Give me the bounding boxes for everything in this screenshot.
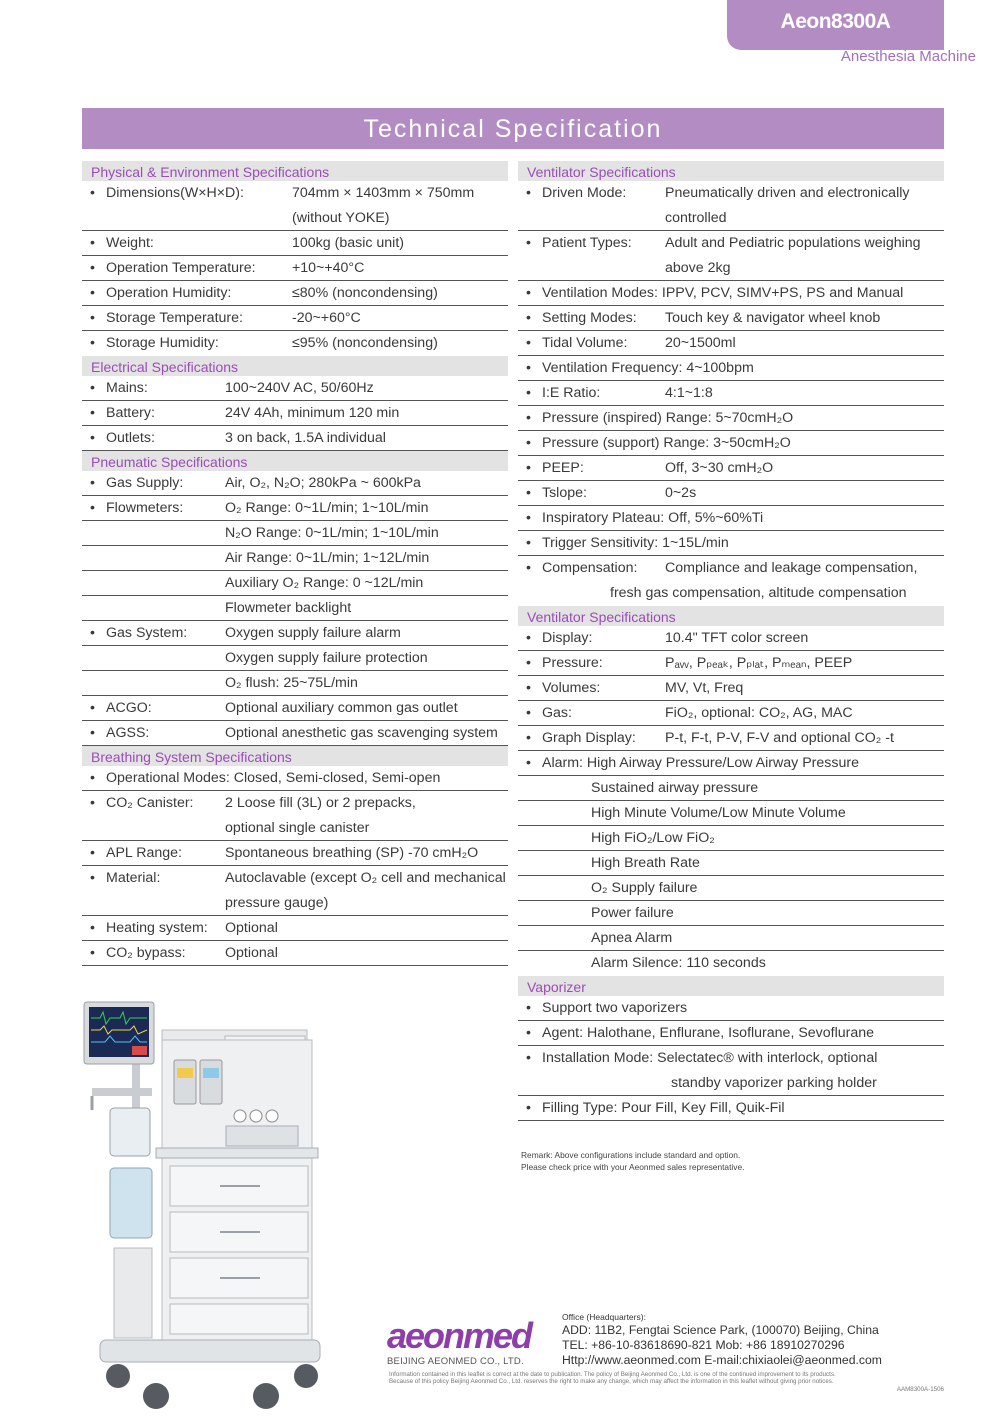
spec-label: ACGO: <box>106 700 152 716</box>
spec-value: -20~+60°C <box>292 310 361 326</box>
spec-value: optional single canister <box>225 820 370 836</box>
spec-section <box>82 746 508 966</box>
spec-value: O₂ Supply failure <box>591 880 698 896</box>
logo-wordmark: aeonmed <box>387 1315 532 1356</box>
spec-row <box>82 916 508 941</box>
spec-value: 10.4" TFT color screen <box>665 630 809 646</box>
remark <box>521 1149 744 1173</box>
spec-section <box>82 161 508 356</box>
spec-value: fresh gas compensation, altitude compensation <box>610 585 907 601</box>
spec-value: High Breath Rate <box>591 855 700 871</box>
spec-value: ≤80% (noncondensing) <box>292 285 438 301</box>
bullet: • <box>526 485 531 501</box>
spec-value: High FiO₂/Low FiO₂ <box>591 830 715 846</box>
spec-value: 704mm × 1403mm × 750mm <box>292 185 475 201</box>
spec-value: Optional <box>225 920 278 936</box>
contact-block <box>562 1312 882 1368</box>
spec-label: Pressure: <box>542 655 603 671</box>
spec-value: Optional auxiliary common gas outlet <box>225 700 458 716</box>
spec-value: Touch key & navigator wheel knob <box>665 310 881 326</box>
spec-row <box>518 556 944 581</box>
spec-value: Power failure <box>591 905 674 921</box>
spec-label: Compensation: <box>542 560 638 576</box>
spec-value: Auxiliary O₂ Range: 0 ~12L/min <box>225 575 424 591</box>
spec-label: Inspiratory Plateau: Off, 5%~60%Ti <box>542 510 764 526</box>
spec-row <box>518 356 944 381</box>
bullet: • <box>90 770 95 786</box>
spec-row <box>82 621 508 646</box>
section-heading: Ventilator Specifications <box>518 606 944 626</box>
spec-value: above 2kg <box>665 260 731 276</box>
spec-row <box>82 471 508 496</box>
spec-row <box>82 521 508 546</box>
section-heading: Breathing System Specifications <box>82 746 508 766</box>
spec-row <box>82 721 508 746</box>
company-name: BEIJING AEONMED CO., LTD. <box>387 1356 524 1367</box>
spec-row <box>518 181 944 206</box>
spec-value: Off, 3~30 cmH₂O <box>665 460 774 476</box>
spec-row <box>518 581 944 606</box>
remark-line: Remark: Above configurations include standard and option. <box>521 1150 741 1160</box>
disclaimer <box>389 1371 944 1393</box>
product-subtitle: Anesthesia Machine <box>840 48 976 65</box>
spec-value: O₂ flush: 25~75L/min <box>225 675 358 691</box>
spec-row <box>82 866 508 891</box>
spec-row <box>518 1071 944 1096</box>
spec-row <box>518 331 944 356</box>
spec-label: CO₂ Canister: <box>106 795 194 811</box>
page-title: Technical Specification <box>82 108 944 149</box>
spec-row <box>82 671 508 696</box>
spec-label: Dimensions(W×H×D): <box>106 185 244 201</box>
spec-value: 20~1500ml <box>665 335 736 351</box>
bullet: • <box>90 795 95 811</box>
spec-section <box>518 976 944 1121</box>
bullet: • <box>526 510 531 526</box>
spec-row <box>82 546 508 571</box>
spec-value: 2 Loose fill (3L) or 2 prepacks, <box>225 795 416 811</box>
bullet: • <box>90 235 95 251</box>
spec-value: 24V 4Ah, minimum 120 min <box>225 405 400 421</box>
spec-label: CO₂ bypass: <box>106 945 186 961</box>
address: ADD: 11B2, Fengtai Science Park, (100070) Beijing, China <box>562 1323 879 1337</box>
bullet: • <box>526 310 531 326</box>
spec-value: Optional <box>225 945 278 961</box>
spec-row <box>82 791 508 816</box>
bullet: • <box>526 460 531 476</box>
document-code: AAM8300A-1506 <box>896 1385 944 1393</box>
spec-row <box>518 876 944 901</box>
spec-label: Alarm: High Airway Pressure/Low Airway Pressure <box>542 755 859 771</box>
spec-row <box>518 431 944 456</box>
spec-row <box>518 701 944 726</box>
spec-row <box>518 826 944 851</box>
spec-value: 3 on back, 1.5A individual <box>225 430 386 446</box>
spec-label: Patient Types: <box>542 235 632 251</box>
spec-label: Support two vaporizers <box>542 1000 688 1016</box>
bullet: • <box>90 185 95 201</box>
spec-row <box>518 801 944 826</box>
spec-value: P-t, F-t, P-V, F-V and optional CO₂ -t <box>665 730 894 746</box>
spec-row <box>518 726 944 751</box>
bullet: • <box>526 560 531 576</box>
company-logo <box>387 1315 547 1367</box>
section-heading: Electrical Specifications <box>82 356 508 376</box>
spec-value: Sustained airway pressure <box>591 780 759 796</box>
bullet: • <box>526 535 531 551</box>
spec-label: Mains: <box>106 380 148 396</box>
spec-row <box>518 456 944 481</box>
bullet: • <box>90 475 95 491</box>
spec-row <box>82 426 508 451</box>
spec-label: Battery: <box>106 405 155 421</box>
spec-section <box>82 451 508 746</box>
spec-value: standby vaporizer parking holder <box>671 1075 877 1091</box>
spec-value: ≤95% (noncondensing) <box>292 335 438 351</box>
spec-row <box>82 571 508 596</box>
spec-value: 4:1~1:8 <box>665 385 713 401</box>
bullet: • <box>90 500 95 516</box>
bullet: • <box>90 725 95 741</box>
spec-value: Optional anesthetic gas scavenging system <box>225 725 498 741</box>
spec-value: Oxygen supply failure alarm <box>225 625 401 641</box>
bullet: • <box>526 630 531 646</box>
website-email: Http://www.aeonmed.com E-mail:chixiaolei@aeonmed.com <box>562 1353 882 1367</box>
section-heading: Physical & Environment Specifications <box>82 161 508 181</box>
bullet: • <box>90 870 95 886</box>
spec-label: Pressure (inspired) Range: 5~70cmH₂O <box>542 410 794 426</box>
spec-row <box>518 1046 944 1071</box>
left-spec-column <box>82 161 508 966</box>
spec-label: Operational Modes: Closed, Semi-closed, Semi-open <box>106 770 441 786</box>
spec-row <box>518 381 944 406</box>
bullet: • <box>526 655 531 671</box>
spec-row <box>518 256 944 281</box>
spec-section <box>518 606 944 976</box>
spec-value: Pₐᵥᵥ, Pₚₑₐₖ, Pₚₗₐₜ, Pₘₑₐₙ, PEEP <box>665 655 853 671</box>
spec-label: Volumes: <box>542 680 601 696</box>
spec-row <box>518 951 944 976</box>
spec-label: Outlets: <box>106 430 155 446</box>
spec-row <box>518 281 944 306</box>
spec-row <box>518 776 944 801</box>
spec-value: FiO₂, optional: CO₂, AG, MAC <box>665 705 853 721</box>
spec-row <box>518 481 944 506</box>
spec-label: Gas: <box>542 705 572 721</box>
spec-row <box>518 676 944 701</box>
bullet: • <box>526 185 531 201</box>
spec-row <box>82 181 508 206</box>
spec-label: Tslope: <box>542 485 587 501</box>
remark-line: Please check price with your Aeonmed sales representative. <box>521 1162 745 1172</box>
spec-label: AGSS: <box>106 725 150 741</box>
spec-value: controlled <box>665 210 727 226</box>
spec-label: Pressure (support) Range: 3~50cmH₂O <box>542 435 791 451</box>
spec-row <box>82 306 508 331</box>
spec-label: Ventilation Frequency: 4~100bpm <box>542 360 754 376</box>
spec-row <box>518 651 944 676</box>
spec-value: Air, O₂, N₂O; 280kPa ~ 600kPa <box>225 475 421 491</box>
spec-row <box>82 696 508 721</box>
spec-value: MV, Vt, Freq <box>665 680 744 696</box>
spec-row <box>82 256 508 281</box>
spec-value: Alarm Silence: 110 seconds <box>591 955 766 971</box>
bullet: • <box>526 1100 531 1116</box>
bullet: • <box>90 700 95 716</box>
bullet: • <box>90 285 95 301</box>
spec-label: Operation Humidity: <box>106 285 232 301</box>
spec-value: (without YOKE) <box>292 210 390 226</box>
spec-value: Flowmeter backlight <box>225 600 352 616</box>
spec-row <box>518 851 944 876</box>
spec-value: High Minute Volume/Low Minute Volume <box>591 805 846 821</box>
phone: TEL: +86-10-83618690-821 Mob: +86 18910270296 <box>562 1338 845 1352</box>
spec-value: Oxygen supply failure protection <box>225 650 428 666</box>
spec-row <box>518 231 944 256</box>
spec-label: Graph Display: <box>542 730 636 746</box>
bullet: • <box>90 945 95 961</box>
section-heading: Ventilator Specifications <box>518 161 944 181</box>
spec-label: Material: <box>106 870 161 886</box>
spec-row <box>518 901 944 926</box>
anesthesia-machine-photo <box>70 998 330 1416</box>
spec-row <box>518 1096 944 1121</box>
spec-row <box>518 996 944 1021</box>
spec-row <box>82 376 508 401</box>
disclaimer-line: Information contained in this leaflet is correct at the date to publication. The policy of Beijing Aeonmed Co., Ltd. is one of the continued improvement to its products. <box>389 1371 836 1378</box>
spec-value: 100~240V AC, 50/60Hz <box>225 380 374 396</box>
spec-label: Trigger Sensitivity: 1~15L/min <box>542 535 729 551</box>
spec-label: APL Range: <box>106 845 182 861</box>
bullet: • <box>90 625 95 641</box>
spec-label: Flowmeters: <box>106 500 184 516</box>
spec-label: Storage Temperature: <box>106 310 243 326</box>
spec-label: Ventilation Modes: IPPV, PCV, SIMV+PS, PS and Manual <box>542 285 904 301</box>
spec-label: Operation Temperature: <box>106 260 256 276</box>
bullet: • <box>90 380 95 396</box>
spec-row <box>518 626 944 651</box>
bullet: • <box>526 235 531 251</box>
bullet: • <box>90 430 95 446</box>
spec-row <box>518 531 944 556</box>
spec-section <box>518 161 944 606</box>
spec-value: +10~+40°C <box>292 260 365 276</box>
spec-row <box>82 331 508 356</box>
bullet: • <box>90 310 95 326</box>
spec-label: Filling Type: Pour Fill, Key Fill, Quik-Fil <box>542 1100 785 1116</box>
spec-label: Setting Modes: <box>542 310 637 326</box>
bullet: • <box>90 845 95 861</box>
right-spec-column <box>518 161 944 1121</box>
spec-row <box>82 496 508 521</box>
spec-row <box>82 281 508 306</box>
spec-value: Compliance and leakage compensation, <box>665 560 918 576</box>
spec-row <box>518 1021 944 1046</box>
spec-value: Adult and Pediatric populations weighing <box>665 235 921 251</box>
section-heading: Pneumatic Specifications <box>82 451 508 471</box>
spec-label: Gas Supply: <box>106 475 184 491</box>
spec-label: Storage Humidity: <box>106 335 219 351</box>
spec-label: Driven Mode: <box>542 185 627 201</box>
bullet: • <box>526 410 531 426</box>
spec-row <box>518 406 944 431</box>
spec-label: Heating system: <box>106 920 208 936</box>
spec-value: O₂ Range: 0~1L/min; 1~10L/min <box>225 500 429 516</box>
spec-row <box>82 766 508 791</box>
spec-label: Tidal Volume: <box>542 335 628 351</box>
spec-row <box>82 596 508 621</box>
spec-value: pressure gauge) <box>225 895 329 911</box>
spec-row <box>82 231 508 256</box>
spec-row <box>518 306 944 331</box>
spec-row <box>518 206 944 231</box>
spec-row <box>82 816 508 841</box>
spec-row <box>82 891 508 916</box>
disclaimer-line: Because of this policy Beijing Aeonmed Co., Ltd. reserves the right to make any change, which may affect the information in this leaflet without giving prior notices. <box>389 1378 834 1386</box>
spec-label: PEEP: <box>542 460 584 476</box>
bullet: • <box>526 730 531 746</box>
bullet: • <box>526 360 531 376</box>
bullet: • <box>90 920 95 936</box>
spec-row <box>82 206 508 231</box>
spec-row <box>518 506 944 531</box>
bullet: • <box>526 1050 531 1066</box>
bullet: • <box>526 755 531 771</box>
spec-row <box>82 646 508 671</box>
spec-label: Gas System: <box>106 625 188 641</box>
spec-value: N₂O Range: 0~1L/min; 1~10L/min <box>225 525 439 541</box>
spec-row <box>518 926 944 951</box>
model-tab: Aeon8300A <box>727 0 944 50</box>
spec-label: Weight: <box>106 235 154 251</box>
bullet: • <box>526 1025 531 1041</box>
spec-value: Air Range: 0~1L/min; 1~12L/min <box>225 550 430 566</box>
bullet: • <box>526 285 531 301</box>
spec-value: Spontaneous breathing (SP) -70 cmH₂O <box>225 845 479 861</box>
spec-value: 0~2s <box>665 485 697 501</box>
spec-row <box>518 751 944 776</box>
bullet: • <box>90 260 95 276</box>
spec-value: Autoclavable (except O₂ cell and mechanical <box>225 870 506 886</box>
bullet: • <box>526 385 531 401</box>
spec-row <box>82 941 508 966</box>
office-label: Office (Headquarters): <box>562 1312 646 1322</box>
bullet: • <box>526 1000 531 1016</box>
spec-label: Installation Mode: Selectatec® with interlock, optional <box>542 1050 878 1066</box>
spec-value: Pneumatically driven and electronically <box>665 185 910 201</box>
spec-section <box>82 356 508 451</box>
bullet: • <box>526 680 531 696</box>
bullet: • <box>90 335 95 351</box>
bullet: • <box>526 435 531 451</box>
spec-label: Agent: Halothane, Enflurane, Isoflurane, Sevoflurane <box>542 1025 875 1041</box>
spec-label: Display: <box>542 630 593 646</box>
spec-value: Apnea Alarm <box>591 930 673 946</box>
spec-label: I:E Ratio: <box>542 385 601 401</box>
bullet: • <box>526 705 531 721</box>
section-heading: Vaporizer <box>518 976 944 996</box>
bullet: • <box>90 405 95 421</box>
spec-value: 100kg (basic unit) <box>292 235 404 251</box>
spec-row <box>82 401 508 426</box>
bullet: • <box>526 335 531 351</box>
spec-row <box>82 841 508 866</box>
